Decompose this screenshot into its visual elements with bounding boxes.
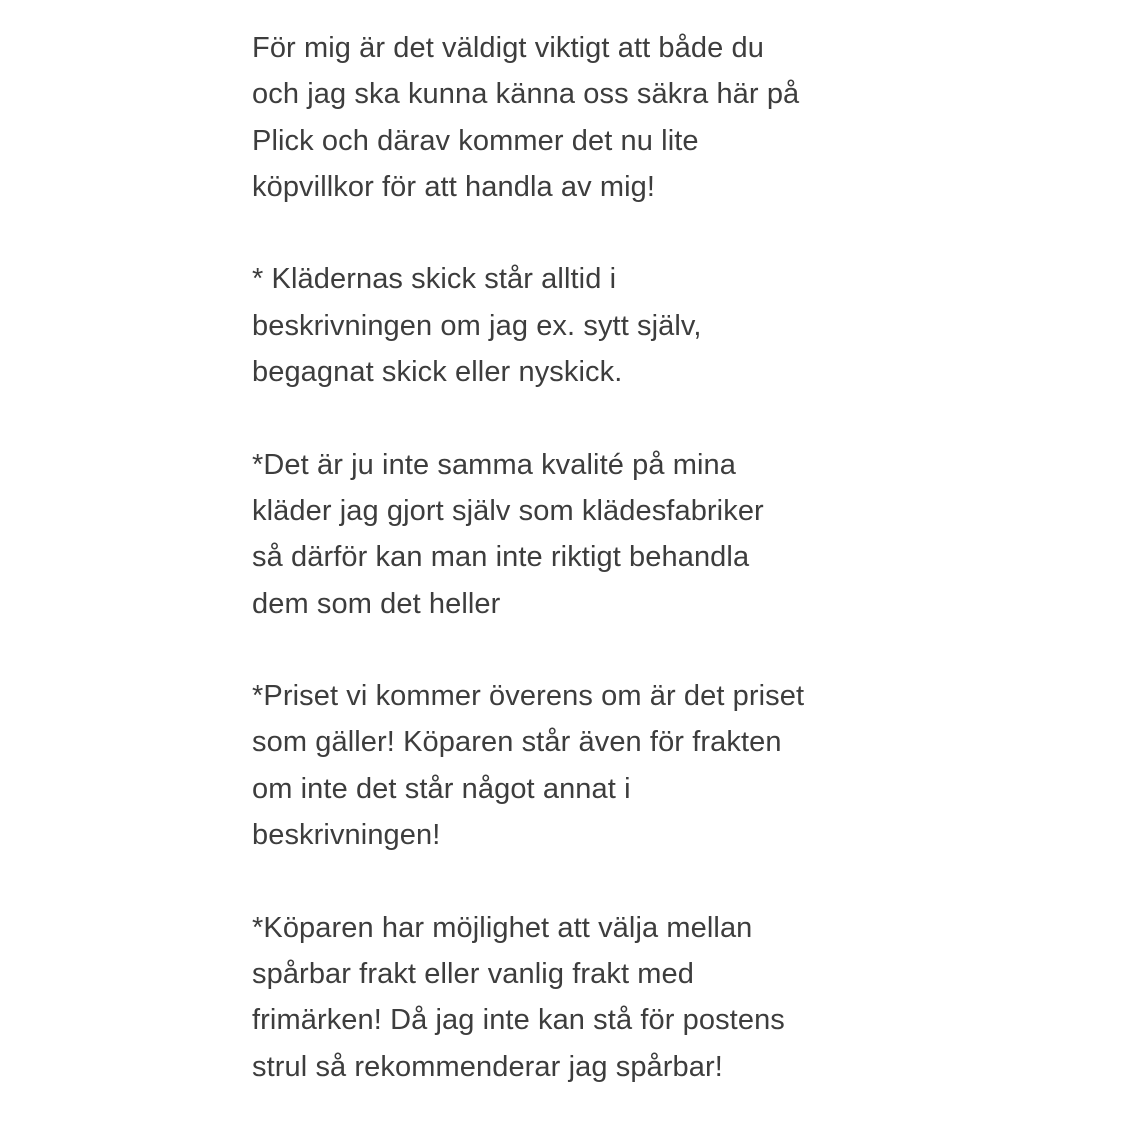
text-line: som gäller! Köparen står även för frakten [252,726,782,759]
text-line: beskrivningen om jag ex. sytt själv, [252,309,702,342]
text-line: begagnat skick eller nyskick. [252,356,623,389]
text-line: För mig är det väldigt viktigt att både du [252,32,764,64]
text-line: så därför kan man inte riktigt behandla [252,541,750,574]
text-line: frimärken! Då jag inte kan stå för postens [252,1004,785,1037]
text-line: strul så rekommenderar jag spårbar! [252,1050,723,1083]
text-line: beskrivningen! [252,819,441,852]
text-line: köpvillkor för att handla av mig! [252,170,656,203]
text-line: och jag ska kunna känna oss säkra här på [252,78,800,111]
text-line: spårbar frakt eller vanlig frakt med [252,957,694,990]
price-paragraph [252,673,892,858]
text-line: om inte det står något annat i [252,772,631,805]
text-line: *Priset vi kommer överens om är det priset [252,680,805,713]
intro-paragraph [252,25,892,210]
shipping-paragraph [252,905,892,1090]
quality-paragraph [252,442,892,627]
text-line: * Klädernas skick står alltid i [252,263,617,296]
text-line: *Köparen har möjlighet att välja mellan [252,911,753,944]
text-line: kläder jag gjort själv som klädesfabriker [252,494,764,527]
text-line: dem som det heller [252,587,501,620]
text-line: *Det är ju inte samma kvalité på mina [252,448,737,481]
condition-paragraph [252,256,892,395]
purchase-terms-document [252,25,892,1136]
text-line: Plick och därav kommer det nu lite [252,124,699,157]
